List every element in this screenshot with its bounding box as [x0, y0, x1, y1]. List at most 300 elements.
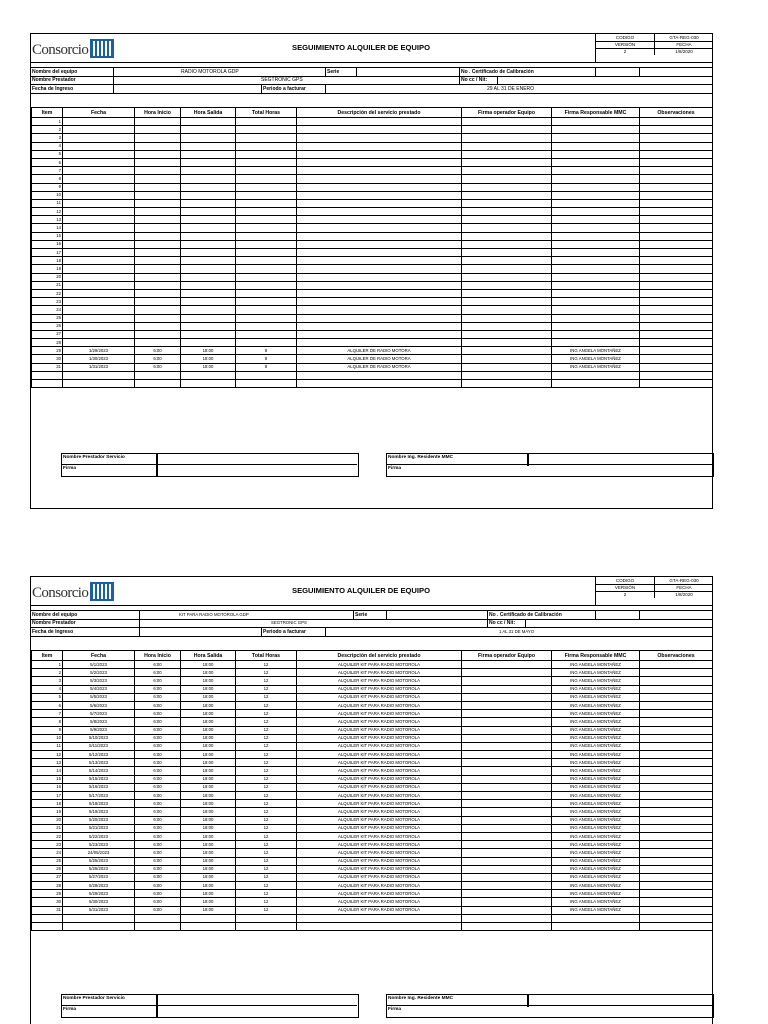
hora-salida-cell	[181, 273, 236, 281]
observaciones-cell	[640, 330, 713, 338]
table-row	[32, 742, 713, 750]
hora-salida-cell	[181, 183, 236, 191]
table-row	[32, 183, 713, 191]
hora-inicio-cell: 6:00	[135, 710, 181, 718]
table-row	[32, 710, 713, 718]
hora-inicio-cell: 6:00	[135, 751, 181, 759]
fecha-cell: 24/05/2023	[63, 849, 135, 857]
table-row	[32, 347, 713, 355]
equipo-label: Nombre del equipo	[32, 69, 78, 75]
item-cell: 13	[32, 216, 63, 224]
firma-operador-cell	[462, 800, 552, 808]
firma-responsable-cell: ING ANGELA MONTAÑEZ	[552, 726, 640, 734]
item-cell: 27	[32, 330, 63, 338]
firma-operador-cell	[462, 191, 552, 199]
blank-cell	[236, 371, 297, 379]
observaciones-cell	[640, 832, 713, 840]
descripcion-cell	[297, 314, 462, 322]
total-horas-cell	[236, 330, 297, 338]
firma-operador-cell	[462, 314, 552, 322]
blank-row	[32, 923, 713, 931]
observaciones-cell	[640, 849, 713, 857]
hora-inicio-cell	[135, 199, 181, 207]
firma-responsable-cell	[552, 273, 640, 281]
hora-inicio-cell	[135, 134, 181, 142]
observaciones-cell	[640, 677, 713, 685]
firma-operador-cell	[462, 832, 552, 840]
fecha-cell: 5/4/2023	[63, 685, 135, 693]
fecha-cell: 5/12/2023	[63, 751, 135, 759]
firma-responsable-cell: ING ANGELA MONTAÑEZ	[552, 890, 640, 898]
blank-cell	[462, 914, 552, 922]
descripcion-cell	[297, 339, 462, 347]
firma-responsable-cell	[552, 314, 640, 322]
total-horas-cell	[236, 265, 297, 273]
item-cell: 19	[32, 265, 63, 273]
blank-cell	[552, 923, 640, 931]
version-value: 2	[596, 591, 655, 598]
item-cell: 22	[32, 289, 63, 297]
firma-operador-cell	[462, 783, 552, 791]
firma-responsable-cell: ING ANGELA MONTAÑEZ	[552, 685, 640, 693]
table-row	[32, 898, 713, 906]
fecha-cell: 5/21/2023	[63, 824, 135, 832]
hora-inicio-cell: 6:00	[135, 800, 181, 808]
blank-cell	[462, 923, 552, 931]
hora-inicio-cell	[135, 167, 181, 175]
firma-responsable-cell: ING ANGELA MONTAÑEZ	[552, 677, 640, 685]
observaciones-cell	[640, 273, 713, 281]
hora-salida-cell: 18:00	[181, 742, 236, 750]
firma-residente-label: Firma	[388, 1007, 402, 1012]
table-row	[32, 175, 713, 183]
column-header-firma-operador: Firma operador Equipo	[462, 108, 552, 118]
hora-salida-cell	[181, 216, 236, 224]
hora-inicio-cell	[135, 126, 181, 134]
item-cell: 6	[32, 158, 63, 166]
hora-inicio-cell: 6:00	[135, 759, 181, 767]
item-cell: 13	[32, 759, 63, 767]
version-label: VERSIÓN	[596, 41, 655, 48]
total-horas-cell: 12	[236, 882, 297, 890]
hora-salida-cell	[181, 118, 236, 126]
hora-salida-cell: 18:00	[181, 734, 236, 742]
blank-cell	[181, 914, 236, 922]
observaciones-cell	[640, 800, 713, 808]
firma-operador-cell	[462, 289, 552, 297]
hora-salida-cell	[181, 249, 236, 257]
observaciones-cell	[640, 150, 713, 158]
fecha-cell	[63, 224, 135, 232]
hora-salida-cell	[181, 150, 236, 158]
hora-inicio-cell	[135, 183, 181, 191]
descripcion-cell	[297, 191, 462, 199]
firma-responsable-cell	[552, 257, 640, 265]
total-horas-cell	[236, 249, 297, 257]
date-label: FECHA	[676, 42, 692, 47]
item-cell: 8	[32, 175, 63, 183]
blank-cell	[135, 923, 181, 931]
observaciones-cell	[640, 306, 713, 314]
total-horas-cell: 12	[236, 734, 297, 742]
total-horas-cell	[236, 118, 297, 126]
item-cell: 21	[32, 281, 63, 289]
firma-responsable-cell: ING ANGELA MONTAÑEZ	[552, 742, 640, 750]
item-cell: 2	[32, 126, 63, 134]
descripcion-cell: ALQUILER KIT PARA RADIO MOTOROLA	[297, 751, 462, 759]
total-horas-cell: 12	[236, 906, 297, 914]
periodo-value: 1 AL 31 DE MAYO	[499, 629, 535, 634]
item-cell: 25	[32, 857, 63, 865]
observaciones-cell	[640, 906, 713, 914]
firma-responsable-cell	[552, 298, 640, 306]
firma-operador-cell	[462, 775, 552, 783]
firma-operador-cell	[462, 882, 552, 890]
code-value: GTA-REG-030	[669, 35, 699, 40]
descripcion-cell: ALQUILER KIT PARA RADIO MOTOROLA	[297, 841, 462, 849]
observaciones-cell	[640, 240, 713, 248]
observaciones-cell	[640, 355, 713, 363]
table-row	[32, 857, 713, 865]
fecha-cell: 5/17/2023	[63, 792, 135, 800]
total-horas-cell: 12	[236, 857, 297, 865]
firma-operador-cell	[462, 726, 552, 734]
total-horas-cell	[236, 167, 297, 175]
column-header-total-horas: Total Horas	[236, 108, 297, 118]
observaciones-cell	[640, 710, 713, 718]
hora-inicio-cell: 6:00	[135, 808, 181, 816]
blank-cell	[32, 914, 63, 922]
hora-inicio-cell: 6:00	[135, 824, 181, 832]
item-cell: 7	[32, 710, 63, 718]
fecha-cell: 5/3/2023	[63, 677, 135, 685]
table-row	[32, 322, 713, 330]
table-row	[32, 306, 713, 314]
firma-responsable-cell	[552, 240, 640, 248]
item-cell: 23	[32, 841, 63, 849]
hora-salida-cell	[181, 339, 236, 347]
firma-responsable-cell	[552, 224, 640, 232]
hora-inicio-cell: 6:00	[135, 792, 181, 800]
hora-salida-cell: 18:00	[181, 347, 236, 355]
hora-salida-cell: 18:00	[181, 767, 236, 775]
table-row	[32, 775, 713, 783]
total-horas-cell	[236, 134, 297, 142]
descripcion-cell: ALQUILER KIT PARA RADIO MOTOROLA	[297, 783, 462, 791]
total-horas-cell	[236, 232, 297, 240]
item-cell: 4	[32, 142, 63, 150]
hora-salida-cell	[181, 142, 236, 150]
descripcion-cell: ALQUILER KIT PARA RADIO MOTOROLA	[297, 890, 462, 898]
hora-inicio-cell	[135, 289, 181, 297]
total-horas-cell: 12	[236, 792, 297, 800]
firma-operador-cell	[462, 281, 552, 289]
column-header-firma-operador: Firma operador Equipo	[462, 651, 552, 661]
firma-operador-cell	[462, 322, 552, 330]
firma-responsable-cell: ING ANGELA MONTAÑEZ	[552, 669, 640, 677]
item-cell: 29	[32, 890, 63, 898]
hora-salida-cell	[181, 134, 236, 142]
table-row	[32, 216, 713, 224]
total-horas-cell: 12	[236, 873, 297, 881]
firma-responsable-cell: ING ANGELA MONTAÑEZ	[552, 857, 640, 865]
table-row	[32, 330, 713, 338]
hora-salida-cell: 18:00	[181, 832, 236, 840]
hora-inicio-cell: 6:00	[135, 734, 181, 742]
total-horas-cell: 12	[236, 832, 297, 840]
observaciones-cell	[640, 298, 713, 306]
blank-cell	[63, 371, 135, 379]
page-title: SEGUIMIENTO ALQUILER DE EQUIPO	[292, 586, 430, 595]
table-row	[32, 759, 713, 767]
table-row	[32, 134, 713, 142]
descripcion-cell: ALQUILER KIT PARA RADIO MOTOROLA	[297, 685, 462, 693]
document-code-box	[595, 34, 713, 62]
firma-responsable-cell	[552, 289, 640, 297]
total-horas-cell: 12	[236, 710, 297, 718]
firma-responsable-cell	[552, 330, 640, 338]
total-horas-cell: 12	[236, 718, 297, 726]
item-cell: 21	[32, 824, 63, 832]
observaciones-cell	[640, 890, 713, 898]
fecha-cell	[63, 322, 135, 330]
hora-salida-cell: 18:00	[181, 669, 236, 677]
descripcion-cell: ALQUILER KIT PARA RADIO MOTOROLA	[297, 898, 462, 906]
periodo-label: Periodo a facturar	[263, 86, 306, 92]
firma-responsable-cell	[552, 191, 640, 199]
column-header-observaciones: Observaciones	[640, 651, 713, 661]
hora-salida-cell	[181, 175, 236, 183]
blank-cell	[640, 923, 713, 931]
observaciones-cell	[640, 873, 713, 881]
prestador-label: Nombre Prestador	[32, 620, 76, 626]
blank-cell	[640, 914, 713, 922]
item-cell: 17	[32, 792, 63, 800]
firma-operador-cell	[462, 339, 552, 347]
firma-responsable-cell	[552, 232, 640, 240]
descripcion-cell	[297, 142, 462, 150]
firma-responsable-cell	[552, 249, 640, 257]
table-row	[32, 191, 713, 199]
fecha-cell	[63, 314, 135, 322]
blank-cell	[63, 380, 135, 388]
item-cell: 23	[32, 298, 63, 306]
firma-responsable-cell: ING ANGELA MONTAÑEZ	[552, 734, 640, 742]
hora-inicio-cell	[135, 298, 181, 306]
logo-text: Consorcio	[32, 585, 89, 601]
item-cell: 26	[32, 322, 63, 330]
observaciones-cell	[640, 857, 713, 865]
firma-responsable-cell: ING ANGELA MONTAÑEZ	[552, 906, 640, 914]
firma-operador-cell	[462, 718, 552, 726]
firma-operador-cell	[462, 816, 552, 824]
observaciones-cell	[640, 767, 713, 775]
firma-responsable-cell	[552, 118, 640, 126]
fecha-cell: 5/2/2023	[63, 669, 135, 677]
hora-salida-cell: 18:00	[181, 882, 236, 890]
descripcion-cell: ALQUILER DE RADIO MOTORA	[297, 355, 462, 363]
firma-responsable-cell	[552, 134, 640, 142]
hora-salida-cell	[181, 126, 236, 134]
hora-inicio-cell	[135, 306, 181, 314]
hora-inicio-cell	[135, 224, 181, 232]
total-horas-cell: 12	[236, 849, 297, 857]
firma-responsable-cell: ING ANGELA MONTAÑEZ	[552, 767, 640, 775]
firma-responsable-cell: ING ANGELA MONTAÑEZ	[552, 898, 640, 906]
fecha-cell: 5/19/2023	[63, 808, 135, 816]
blank-cell	[181, 923, 236, 931]
hora-inicio-cell: 6:00	[135, 783, 181, 791]
firma-operador-cell	[462, 906, 552, 914]
descripcion-cell	[297, 322, 462, 330]
column-header-item: Item	[32, 651, 63, 661]
observaciones-cell	[640, 734, 713, 742]
observaciones-cell	[640, 669, 713, 677]
hora-inicio-cell	[135, 191, 181, 199]
column-header-observaciones: Observaciones	[640, 108, 713, 118]
total-horas-cell: 12	[236, 808, 297, 816]
blank-cell	[552, 380, 640, 388]
blank-cell	[63, 914, 135, 922]
hora-inicio-cell	[135, 175, 181, 183]
table-row	[32, 865, 713, 873]
fecha-cell: 5/29/2023	[63, 890, 135, 898]
descripcion-cell: ALQUILER KIT PARA RADIO MOTOROLA	[297, 857, 462, 865]
fecha-cell: 5/5/2023	[63, 693, 135, 701]
hora-salida-cell: 18:00	[181, 355, 236, 363]
firma-responsable-cell: ING ANGELA MONTAÑEZ	[552, 710, 640, 718]
observaciones-cell	[640, 783, 713, 791]
table-row	[32, 339, 713, 347]
fecha-cell	[63, 232, 135, 240]
item-cell: 12	[32, 751, 63, 759]
column-header-hora-inicio: Hora Inicio	[135, 651, 181, 661]
firma-responsable-cell: ING ANGELA MONTAÑEZ	[552, 808, 640, 816]
blank-cell	[135, 380, 181, 388]
item-cell: 16	[32, 240, 63, 248]
hora-salida-cell	[181, 281, 236, 289]
hora-salida-cell: 18:00	[181, 800, 236, 808]
descripcion-cell	[297, 126, 462, 134]
firma-operador-cell	[462, 306, 552, 314]
item-cell: 11	[32, 199, 63, 207]
total-horas-cell: 12	[236, 677, 297, 685]
observaciones-cell	[640, 322, 713, 330]
hora-salida-cell: 18:00	[181, 718, 236, 726]
hora-inicio-cell: 6:00	[135, 873, 181, 881]
column-header-fecha: Fecha	[63, 108, 135, 118]
table-row	[32, 734, 713, 742]
item-cell: 15	[32, 775, 63, 783]
firma-responsable-cell: ING ANGELA MONTAÑEZ	[552, 775, 640, 783]
item-cell: 5	[32, 150, 63, 158]
hora-inicio-cell: 6:00	[135, 898, 181, 906]
fecha-cell: 5/28/2023	[63, 882, 135, 890]
firma-operador-cell	[462, 355, 552, 363]
descripcion-cell: ALQUILER KIT PARA RADIO MOTOROLA	[297, 824, 462, 832]
item-cell: 26	[32, 865, 63, 873]
descripcion-cell: ALQUILER KIT PARA RADIO MOTOROLA	[297, 800, 462, 808]
observaciones-cell	[640, 281, 713, 289]
descripcion-cell: ALQUILER KIT PARA RADIO MOTOROLA	[297, 742, 462, 750]
fecha-cell	[63, 126, 135, 134]
table-row	[32, 118, 713, 126]
hora-salida-cell	[181, 199, 236, 207]
item-cell: 28	[32, 882, 63, 890]
descripcion-cell	[297, 183, 462, 191]
blank-cell	[552, 371, 640, 379]
firma-responsable-cell: ING ANGELA MONTAÑEZ	[552, 701, 640, 709]
fecha-cell: 5/1/2023	[63, 661, 135, 669]
table-row	[32, 685, 713, 693]
hora-inicio-cell: 6:00	[135, 669, 181, 677]
total-horas-cell	[236, 224, 297, 232]
item-cell: 3	[32, 134, 63, 142]
hora-inicio-cell	[135, 257, 181, 265]
total-horas-cell: 12	[236, 693, 297, 701]
residente-label: Nombre Ing. Residente MMC	[388, 455, 454, 460]
firma-responsable-cell: ING ANGELA MONTAÑEZ	[552, 693, 640, 701]
total-horas-cell	[236, 339, 297, 347]
firma-responsable-cell	[552, 150, 640, 158]
table-row	[32, 841, 713, 849]
hora-salida-cell	[181, 191, 236, 199]
observaciones-cell	[640, 742, 713, 750]
descripcion-cell	[297, 150, 462, 158]
hora-inicio-cell	[135, 314, 181, 322]
total-horas-cell: 12	[236, 841, 297, 849]
blank-cell	[135, 371, 181, 379]
total-horas-cell	[236, 216, 297, 224]
column-header-descripcion: Descripción del servicio prestado	[297, 108, 462, 118]
firma-responsable-cell: ING ANGELA MONTAÑEZ	[552, 873, 640, 881]
table-row	[32, 199, 713, 207]
item-cell: 1	[32, 118, 63, 126]
nit-label: No cc / Nit:	[489, 620, 516, 626]
fecha-cell	[63, 330, 135, 338]
total-horas-cell: 12	[236, 824, 297, 832]
firma-operador-cell	[462, 126, 552, 134]
observaciones-cell	[640, 208, 713, 216]
firma-operador-cell	[462, 669, 552, 677]
version-label: VERSIÓN	[596, 584, 655, 591]
fecha-cell: 5/31/2023	[63, 906, 135, 914]
firma-operador-cell	[462, 216, 552, 224]
blank-cell	[462, 371, 552, 379]
descripcion-cell: ALQUILER KIT PARA RADIO MOTOROLA	[297, 677, 462, 685]
hora-salida-cell	[181, 265, 236, 273]
table-row	[32, 701, 713, 709]
total-horas-cell: 12	[236, 767, 297, 775]
hora-inicio-cell: 6:00	[135, 661, 181, 669]
firma-operador-cell	[462, 685, 552, 693]
firma-responsable-cell	[552, 175, 640, 183]
blank-cell	[640, 371, 713, 379]
hora-inicio-cell: 6:00	[135, 742, 181, 750]
hora-salida-cell	[181, 224, 236, 232]
table-row	[32, 677, 713, 685]
hora-salida-cell: 18:00	[181, 775, 236, 783]
hora-salida-cell: 18:00	[181, 661, 236, 669]
fecha-cell	[63, 134, 135, 142]
table-row	[32, 232, 713, 240]
column-header-firma-responsable: Firma Responsable MMC	[552, 108, 640, 118]
fecha-cell	[63, 150, 135, 158]
document-code-box	[595, 577, 713, 605]
firma-operador-cell	[462, 849, 552, 857]
fecha-cell	[63, 199, 135, 207]
service-table	[31, 650, 713, 931]
